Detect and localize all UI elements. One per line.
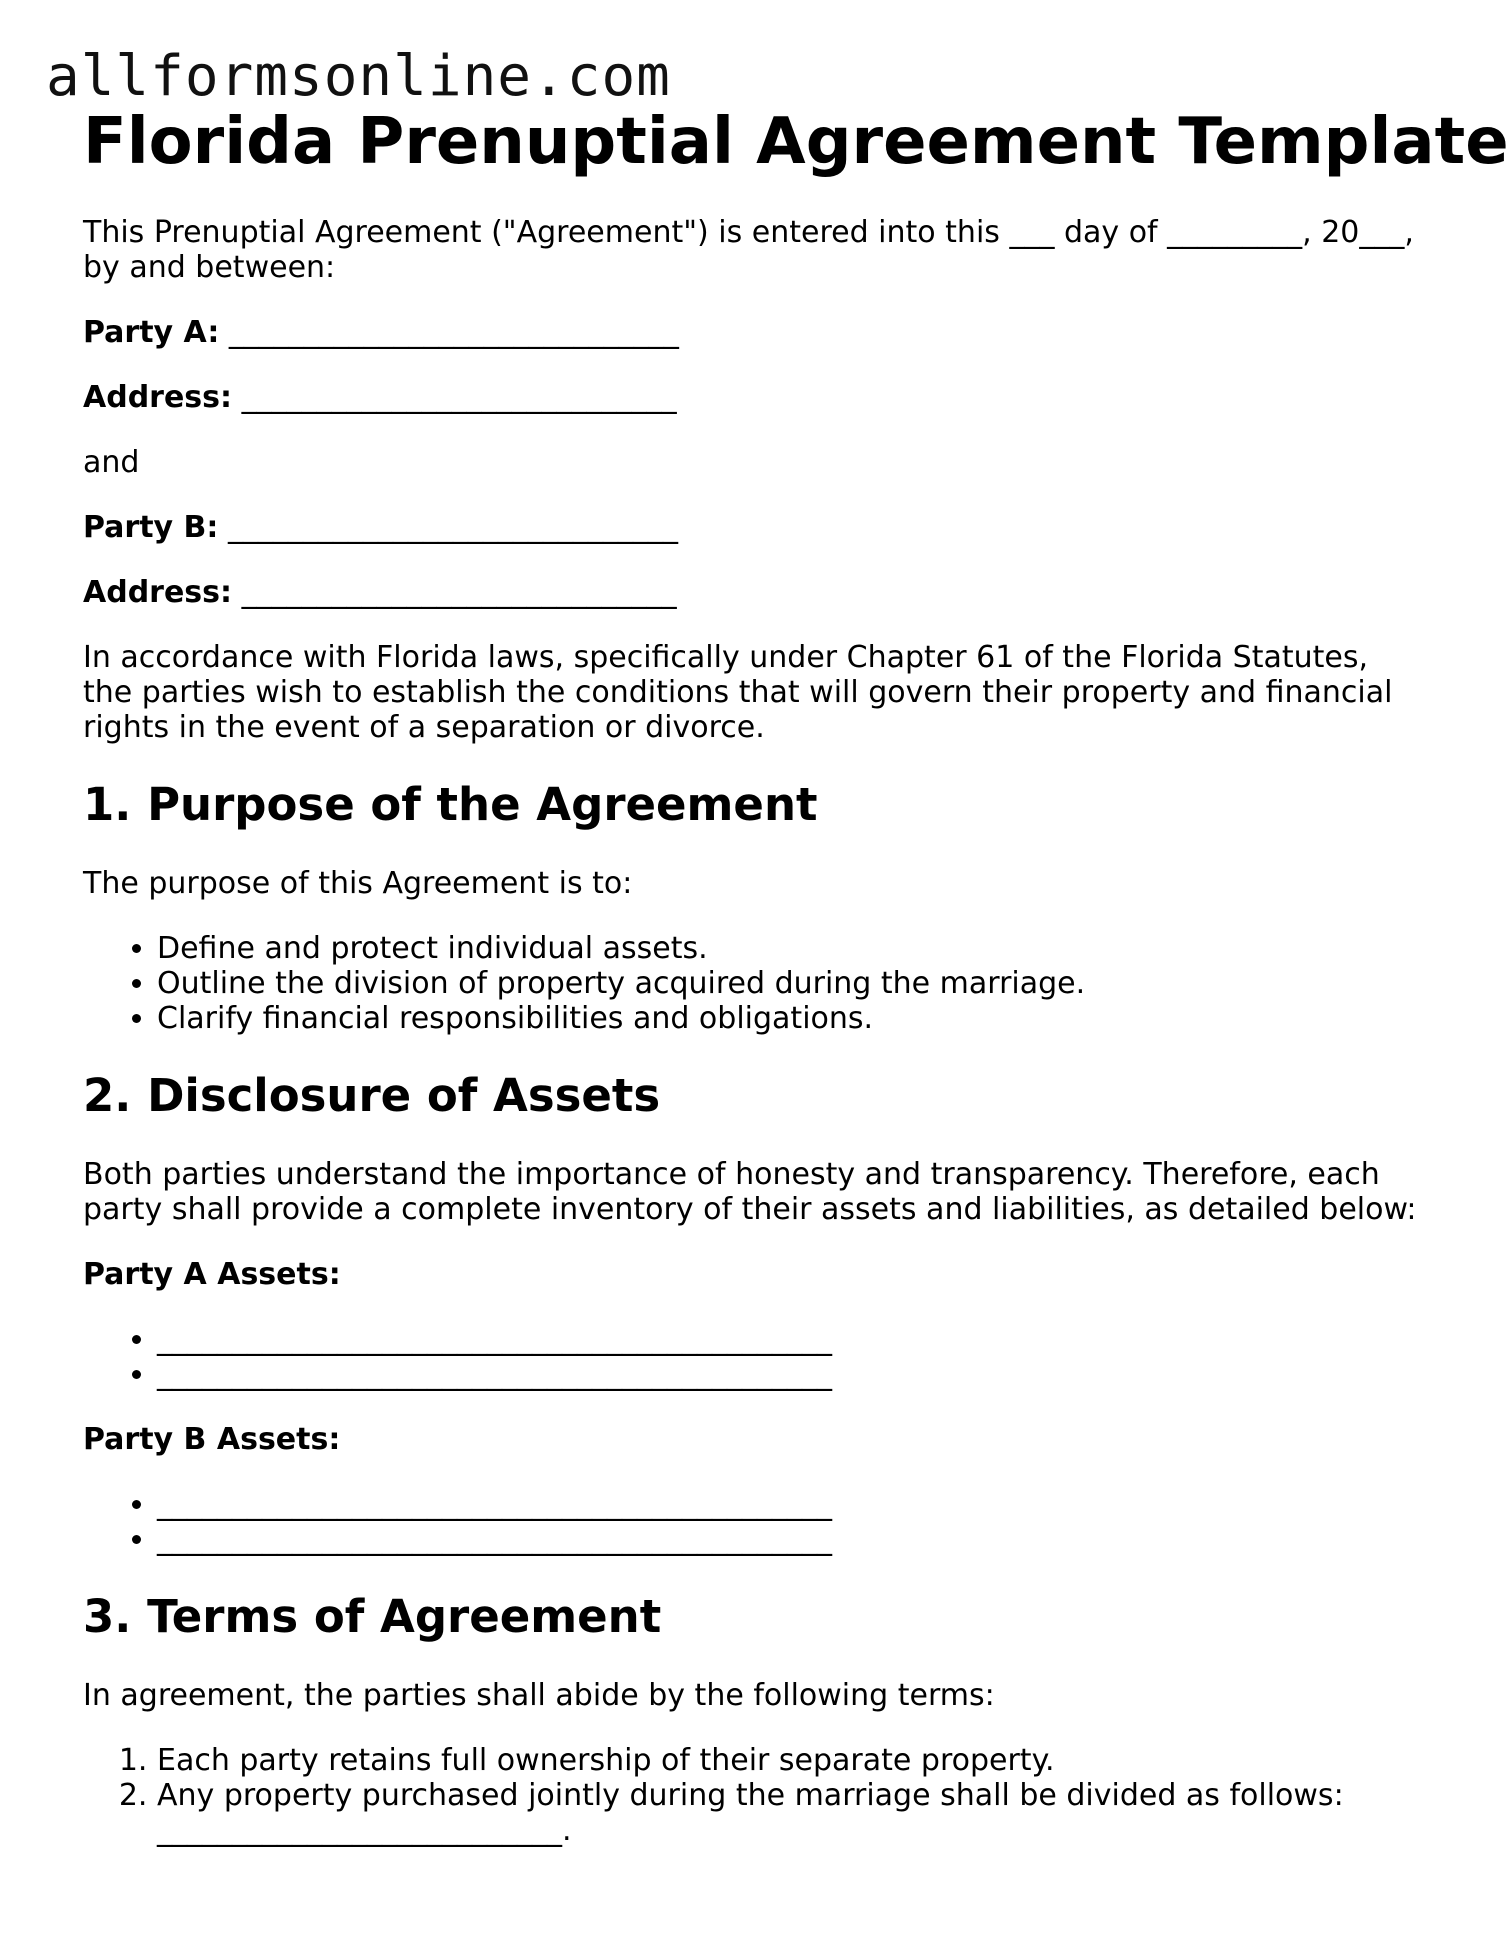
purpose-list (83, 931, 1423, 1036)
section-3-lead: In agreement, the parties shall abide by the following terms: (83, 1678, 995, 1713)
list-item: • Define and protect individual assets. (157, 931, 1423, 966)
term-2-blank: ___________________________. (157, 1813, 572, 1848)
party-a-assets-list (83, 1322, 1423, 1392)
party-a-field (83, 315, 1423, 350)
section-2-heading: 2. Disclosure of Assets (83, 1069, 661, 1122)
list-item: • _____________________________________________ (157, 1522, 1423, 1557)
list-item: • _____________________________________________ (157, 1487, 1423, 1522)
watermark: allformsonline.com (46, 44, 671, 109)
party-a-address-label: Address: (83, 380, 233, 415)
page-title: Florida Prenuptial Agreement Template (83, 105, 1509, 179)
list-item: • Outline the division of property acquired during the marriage. (157, 966, 1423, 1001)
party-b-label: Party B: (83, 510, 219, 545)
list-item (157, 1778, 1423, 1848)
party-a-blank: ______________________________ (228, 315, 679, 350)
party-b-assets-list (83, 1487, 1423, 1557)
party-b-address-label: Address: (83, 575, 233, 610)
section-1-heading: 1. Purpose of the Agreement (83, 778, 818, 831)
party-b-assets-label: Party B Assets: (83, 1422, 341, 1457)
law-paragraph: In accordance with Florida laws, specifically under Chapter 61 of the Florida Statutes, the parties wish to establish the conditions that will govern their property and financial rights in the event of a separation or divorce. (83, 640, 1393, 745)
party-a-assets-label: Party A Assets: (83, 1257, 341, 1292)
party-a-address-field (83, 380, 1423, 415)
list-item: 1. Each party retains full ownership of their separate property. (157, 1743, 1423, 1778)
section-2-lead: Both parties understand the importance of honesty and transparency. Therefore, each party shall provide a complete inventory of their assets and liabilities, as detailed below: (83, 1157, 1417, 1227)
party-b-blank: ______________________________ (227, 510, 678, 545)
document-page (83, 102, 1509, 1848)
term-2-text: Any property purchased jointly during the marriage shall be divided as follows: (157, 1778, 1344, 1813)
terms-list (83, 1743, 1423, 1848)
party-b-address-field (83, 575, 1423, 610)
list-item: • _____________________________________________ (157, 1322, 1423, 1357)
party-b-address-blank: _____________________________ (241, 575, 677, 610)
party-a-label: Party A: (83, 315, 220, 350)
party-a-address-blank: _____________________________ (241, 380, 677, 415)
and-text: and (83, 445, 140, 480)
party-b-field (83, 510, 1423, 545)
section-3-heading: 3. Terms of Agreement (83, 1590, 662, 1643)
list-item: • Clarify financial responsibilities and obligations. (157, 1001, 1423, 1036)
list-item: • _____________________________________________ (157, 1357, 1423, 1392)
section-1-lead: The purpose of this Agreement is to: (83, 866, 633, 901)
intro-paragraph: This Prenuptial Agreement ("Agreement") is entered into this ___ day of _________, 20___, by and between: (83, 215, 1414, 285)
